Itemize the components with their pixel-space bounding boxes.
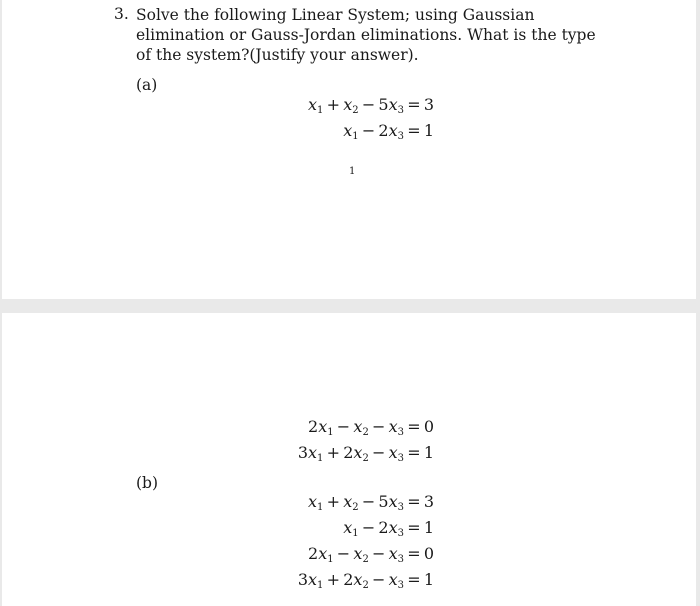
- part-b-label: (b): [136, 474, 159, 492]
- equation-a2: $x_1 - 2x_3 = 1$: [343, 121, 434, 142]
- equation-a1: $x_1 + x_2 - 5x_3 = 3$: [308, 95, 434, 116]
- page-1: [2, 0, 696, 299]
- question-text: Solve the following Linear System; using Gaussian elimination or Gauss-Jordan eliminations. What is the type of the system?(Justify your answer).: [136, 6, 596, 64]
- equation-b1: $x_1 + x_2 - 5x_3 = 3$: [308, 492, 434, 513]
- page-number: 1: [349, 166, 356, 177]
- question-number: 3.: [114, 5, 129, 23]
- equation-b-top2: $3x_1 + 2x_2 - x_3 = 1$: [297, 443, 434, 464]
- equation-b-top1: $2x_1 - x_2 - x_3 = 0$: [308, 417, 434, 438]
- equation-b2: $x_1 - 2x_3 = 1$: [343, 518, 434, 539]
- part-a-label: (a): [136, 76, 158, 94]
- page-2: [2, 313, 696, 606]
- equation-b3: $2x_1 - x_2 - x_3 = 0$: [308, 544, 434, 565]
- equation-b4: $3x_1 + 2x_2 - x_3 = 1$: [297, 570, 434, 591]
